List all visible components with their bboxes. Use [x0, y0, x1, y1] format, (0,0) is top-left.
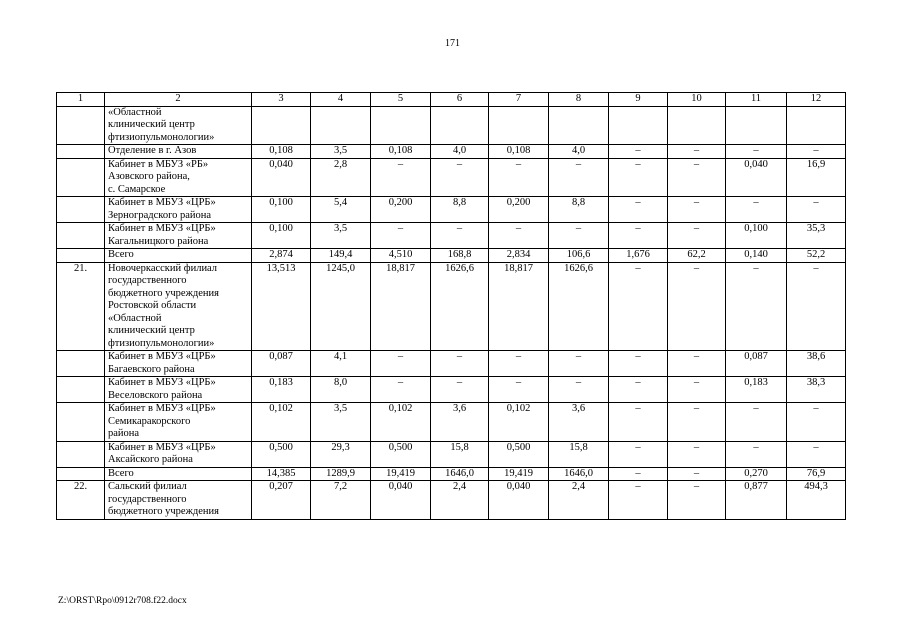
value-cell: 18,817 [371, 262, 431, 351]
column-header: 10 [668, 93, 726, 107]
institution-name-line: Кабинет в МБУЗ «ЦРБ» [108, 197, 216, 208]
value-cell [311, 106, 371, 145]
value-cell: 2,834 [489, 249, 549, 263]
value-cell: – [726, 403, 787, 442]
value-cell: 4,510 [371, 249, 431, 263]
table-row [57, 481, 846, 520]
institution-name-line: с. Самарское [108, 183, 166, 195]
institution-name-line: Всего [108, 249, 134, 260]
row-number-cell [57, 351, 105, 377]
value-cell: 0,207 [252, 481, 311, 520]
institution-name-line: Ростовской области [108, 300, 197, 311]
column-header: 3 [252, 93, 311, 107]
institution-name-line: Веселовского района [108, 389, 203, 401]
row-number-cell [57, 403, 105, 442]
value-cell: 494,3 [787, 481, 846, 520]
value-cell: 1,676 [609, 249, 668, 263]
value-cell: 0,102 [489, 403, 549, 442]
value-cell: – [609, 158, 668, 197]
value-cell: – [609, 377, 668, 403]
institution-name-line: района [108, 428, 140, 439]
value-cell: 16,9 [787, 158, 846, 197]
column-header: 5 [371, 93, 431, 107]
value-cell: 0,040 [726, 158, 787, 197]
value-cell: 0,877 [726, 481, 787, 520]
institution-name-line: «Областной [108, 312, 162, 324]
value-cell: 3,6 [431, 403, 489, 442]
value-cell: 1626,6 [431, 262, 489, 351]
value-cell: – [726, 145, 787, 159]
value-cell: 0,102 [252, 403, 311, 442]
value-cell: 0,100 [252, 197, 311, 223]
value-cell: – [371, 158, 431, 197]
value-cell: 0,140 [726, 249, 787, 263]
column-header: 11 [726, 93, 787, 107]
institution-name-line: государственного [108, 493, 187, 505]
institution-name-line: Новочеркасский филиал [108, 262, 218, 274]
value-cell: 19,419 [371, 467, 431, 481]
value-cell [787, 106, 846, 145]
value-cell: – [668, 145, 726, 159]
table-row [57, 441, 846, 467]
institution-name-line: Багаевского района [108, 363, 195, 375]
institution-name-line: Кагальницкого района [108, 235, 209, 247]
value-cell: 0,087 [252, 351, 311, 377]
value-cell: 1245,0 [311, 262, 371, 351]
institution-name-line: клинический центр [108, 119, 195, 130]
row-number-cell [57, 158, 105, 197]
institution-name-line: бюджетного учреждения [108, 506, 219, 517]
value-cell: – [726, 262, 787, 351]
institution-name-line: бюджетного учреждения [108, 287, 219, 299]
value-cell: 0,270 [726, 467, 787, 481]
value-cell: – [431, 158, 489, 197]
value-cell: – [787, 262, 846, 351]
value-cell: 0,040 [371, 481, 431, 520]
value-cell: – [371, 351, 431, 377]
row-number-cell: 22. [57, 481, 105, 520]
value-cell [371, 106, 431, 145]
institution-name-cell [105, 106, 252, 145]
value-cell: – [668, 262, 726, 351]
value-cell: – [668, 467, 726, 481]
value-cell: 15,8 [431, 441, 489, 467]
value-cell [609, 106, 668, 145]
value-cell [489, 106, 549, 145]
table-row [57, 197, 846, 223]
value-cell: 38,3 [787, 377, 846, 403]
data-table [56, 92, 846, 520]
value-cell: – [609, 351, 668, 377]
institution-name-line: фтизиопульмонологии» [108, 131, 215, 143]
value-cell [549, 106, 609, 145]
value-cell: – [431, 223, 489, 249]
institution-name-line: Кабинет в МБУЗ «ЦРБ» [108, 441, 216, 453]
table-row [57, 145, 846, 159]
value-cell: – [549, 223, 609, 249]
institution-name-line: «Областной [108, 106, 162, 118]
institution-name-cell [105, 197, 252, 223]
value-cell [252, 106, 311, 145]
value-cell: 0,108 [371, 145, 431, 159]
institution-name-cell [105, 223, 252, 249]
table-row [57, 106, 846, 145]
table-row [57, 249, 846, 263]
value-cell: 0,183 [252, 377, 311, 403]
value-cell: – [726, 197, 787, 223]
value-cell: 19,419 [489, 467, 549, 481]
institution-name-cell [105, 403, 252, 442]
column-header: 2 [105, 93, 252, 107]
value-cell: – [609, 403, 668, 442]
column-header: 8 [549, 93, 609, 107]
table-row [57, 403, 846, 442]
value-cell: 1646,0 [431, 467, 489, 481]
value-cell: 29,3 [311, 441, 371, 467]
value-cell: 2,4 [431, 481, 489, 520]
value-cell: 0,500 [489, 441, 549, 467]
institution-name-cell [105, 262, 252, 351]
institution-name-line: государственного [108, 275, 187, 286]
value-cell: 2,4 [549, 481, 609, 520]
institution-name-line: Отделение в г. Азов [108, 145, 197, 156]
value-cell: 0,087 [726, 351, 787, 377]
value-cell: – [787, 145, 846, 159]
value-cell: – [668, 481, 726, 520]
value-cell: – [489, 223, 549, 249]
value-cell: – [609, 197, 668, 223]
column-header: 4 [311, 93, 371, 107]
value-cell: – [489, 377, 549, 403]
value-cell: 5,4 [311, 197, 371, 223]
institution-name-cell [105, 249, 252, 263]
value-cell: 15,8 [549, 441, 609, 467]
row-number-cell [57, 377, 105, 403]
value-cell: 62,2 [668, 249, 726, 263]
value-cell: 0,183 [726, 377, 787, 403]
value-cell: – [609, 441, 668, 467]
institution-name-cell [105, 467, 252, 481]
column-header: 6 [431, 93, 489, 107]
institution-name-line: Азовского района, [108, 171, 190, 182]
institution-name-line: клинический центр [108, 325, 195, 336]
institution-name-line: Аксайского района [108, 454, 193, 465]
value-cell: 0,108 [489, 145, 549, 159]
row-number-cell [57, 145, 105, 159]
institution-name-line: Зерноградского района [108, 209, 212, 221]
table-row [57, 377, 846, 403]
value-cell: 3,6 [549, 403, 609, 442]
value-cell: – [609, 481, 668, 520]
value-cell: – [549, 351, 609, 377]
institution-name-line: Кабинет в МБУЗ «ЦРБ» [108, 377, 216, 388]
value-cell: 0,500 [371, 441, 431, 467]
institution-name-line: Сальский филиал [108, 481, 187, 492]
value-cell: 2,874 [252, 249, 311, 263]
value-cell: – [609, 223, 668, 249]
value-cell: – [668, 441, 726, 467]
value-cell: 14,385 [252, 467, 311, 481]
value-cell: – [371, 377, 431, 403]
value-cell: 4,0 [431, 145, 489, 159]
value-cell: – [668, 377, 726, 403]
table-row [57, 351, 846, 377]
page-number: 171 [445, 38, 460, 49]
institution-name-line: Семикаракорского [108, 415, 191, 427]
institution-name-line: Кабинет в МБУЗ «ЦРБ» [108, 351, 216, 362]
value-cell: 1646,0 [549, 467, 609, 481]
value-cell: – [609, 262, 668, 351]
value-cell: 8,8 [431, 197, 489, 223]
column-header: 12 [787, 93, 846, 107]
value-cell: 0,102 [371, 403, 431, 442]
value-cell: 3,5 [311, 223, 371, 249]
institution-name-cell [105, 441, 252, 467]
value-cell: 0,100 [252, 223, 311, 249]
institution-name-cell [105, 145, 252, 159]
value-cell: 18,817 [489, 262, 549, 351]
value-cell: – [668, 158, 726, 197]
value-cell: 149,4 [311, 249, 371, 263]
row-number-cell [57, 441, 105, 467]
value-cell: 8,0 [311, 377, 371, 403]
column-header: 7 [489, 93, 549, 107]
value-cell: 1626,6 [549, 262, 609, 351]
value-cell: – [668, 197, 726, 223]
institution-name-line: Кабинет в МБУЗ «ЦРБ» [108, 403, 216, 414]
institution-name-cell [105, 377, 252, 403]
value-cell: 0,100 [726, 223, 787, 249]
value-cell: – [431, 351, 489, 377]
value-cell: – [431, 377, 489, 403]
value-cell [668, 106, 726, 145]
institution-name-line: фтизиопульмонологии» [108, 337, 215, 349]
institution-name-line: Всего [108, 467, 134, 479]
table-row [57, 158, 846, 197]
value-cell: – [489, 158, 549, 197]
column-header: 9 [609, 93, 668, 107]
value-cell: – [726, 441, 787, 467]
value-cell: – [609, 145, 668, 159]
table-row [57, 262, 846, 351]
header-row [57, 93, 846, 107]
value-cell: 0,200 [371, 197, 431, 223]
value-cell [431, 106, 489, 145]
institution-name-cell [105, 158, 252, 197]
value-cell: 0,200 [489, 197, 549, 223]
value-cell: – [787, 441, 846, 467]
value-cell: 35,3 [787, 223, 846, 249]
value-cell: 0,040 [489, 481, 549, 520]
value-cell: – [787, 403, 846, 442]
row-number-cell [57, 223, 105, 249]
row-number-cell [57, 467, 105, 481]
value-cell: – [668, 351, 726, 377]
value-cell: 0,108 [252, 145, 311, 159]
institution-name-line: Кабинет в МБУЗ «ЦРБ» [108, 223, 216, 234]
value-cell: 0,500 [252, 441, 311, 467]
row-number-cell [57, 106, 105, 145]
value-cell: 13,513 [252, 262, 311, 351]
value-cell: 7,2 [311, 481, 371, 520]
value-cell: 52,2 [787, 249, 846, 263]
row-number-cell [57, 249, 105, 263]
value-cell: – [489, 351, 549, 377]
value-cell: 168,8 [431, 249, 489, 263]
value-cell: – [668, 403, 726, 442]
value-cell: 3,5 [311, 145, 371, 159]
institution-name-cell [105, 481, 252, 520]
value-cell: 4,0 [549, 145, 609, 159]
value-cell: 38,6 [787, 351, 846, 377]
value-cell [726, 106, 787, 145]
value-cell: – [609, 467, 668, 481]
value-cell: 1289,9 [311, 467, 371, 481]
value-cell: 106,6 [549, 249, 609, 263]
value-cell: 4,1 [311, 351, 371, 377]
row-number-cell: 21. [57, 262, 105, 351]
value-cell: 76,9 [787, 467, 846, 481]
footer-file-path: Z:\ORST\Rpo\0912r708.f22.docx [58, 596, 187, 606]
value-cell: – [371, 223, 431, 249]
value-cell: 2,8 [311, 158, 371, 197]
table-row [57, 467, 846, 481]
institution-name-cell [105, 351, 252, 377]
column-header: 1 [57, 93, 105, 107]
institution-name-line: Кабинет в МБУЗ «РБ» [108, 158, 209, 170]
value-cell: 0,040 [252, 158, 311, 197]
value-cell: – [787, 197, 846, 223]
value-cell: 3,5 [311, 403, 371, 442]
table-row [57, 223, 846, 249]
value-cell: – [668, 223, 726, 249]
value-cell: 8,8 [549, 197, 609, 223]
row-number-cell [57, 197, 105, 223]
value-cell: – [549, 377, 609, 403]
value-cell: – [549, 158, 609, 197]
